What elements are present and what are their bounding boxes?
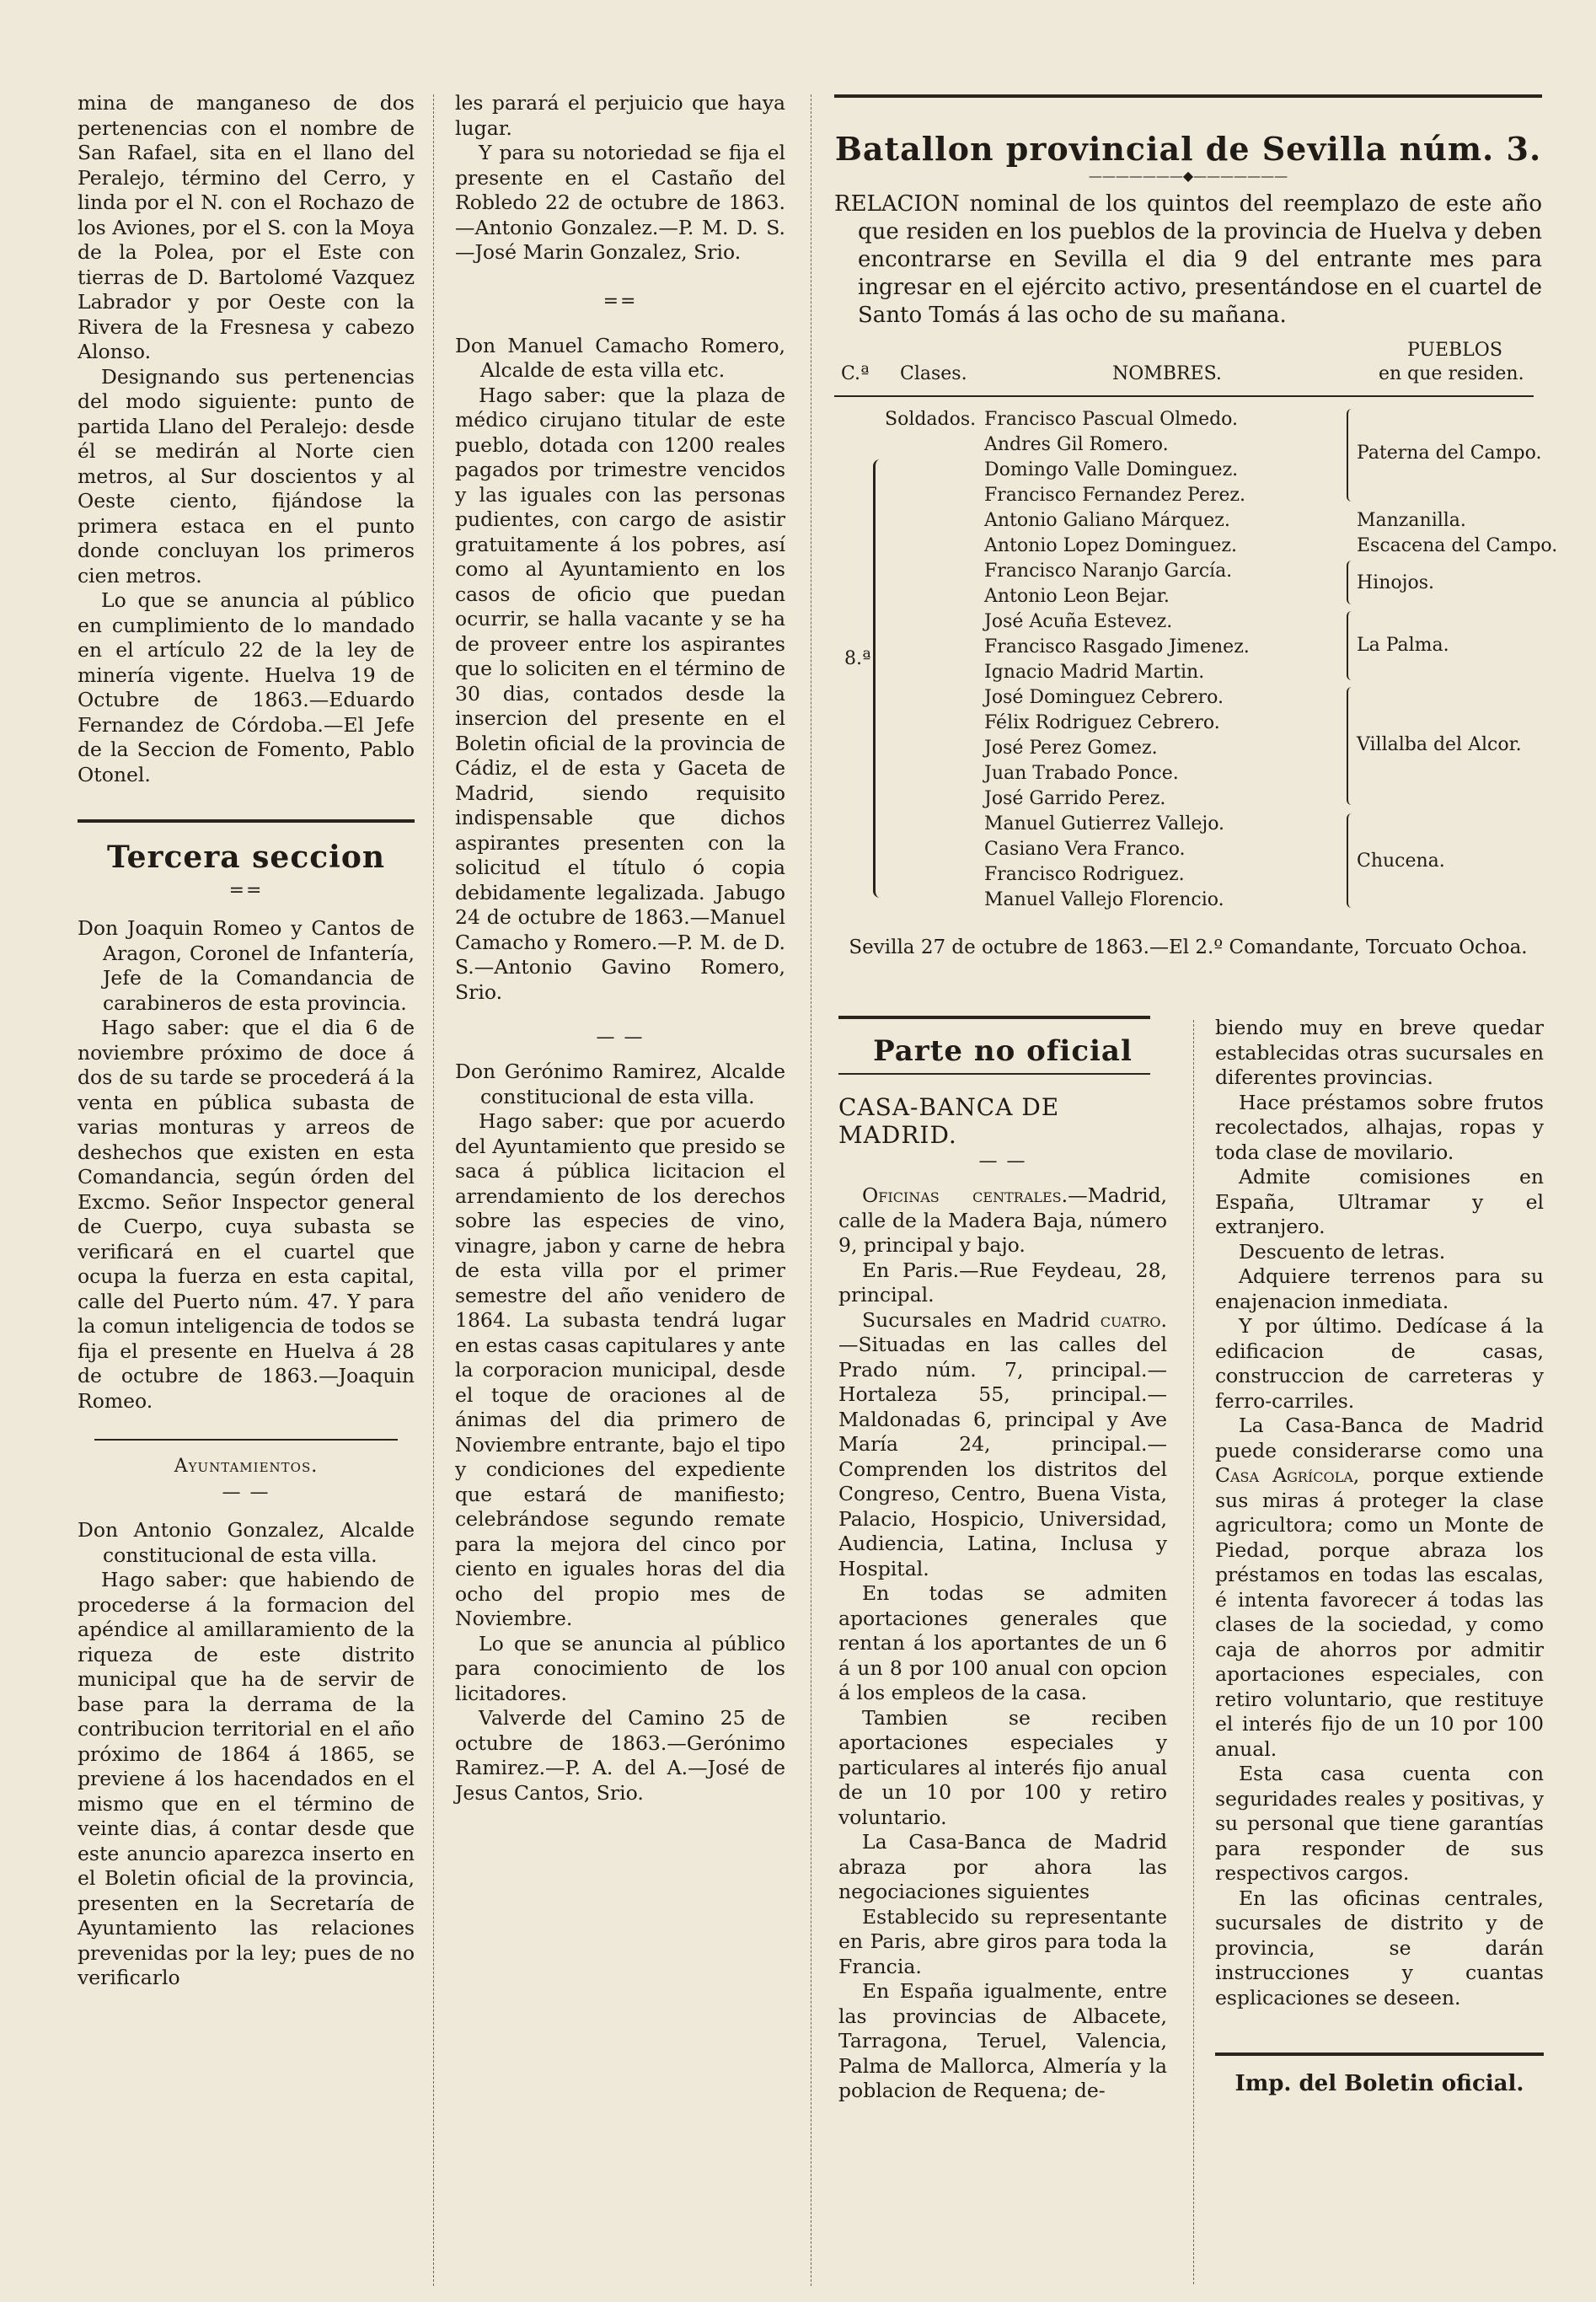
- column-3: [838, 1016, 1167, 2104]
- perjuicio-paragraph: les parará el perjuicio que haya lugar.: [455, 91, 785, 140]
- terrenos-paragraph: Adquiere terrenos para su enajenacion inmediata.: [1215, 1264, 1544, 1313]
- notice-separator: — —: [596, 1027, 645, 1048]
- sucursales-text-b: .—Situadas en las calles del Prado núm. 7, principal.—Hortaleza 55, principal.—Maldonadas 6, principal y Ave María 24, principal.—Comprenden los distritos del Congreso, Centro, Buena Vista, Palacio, Hospicio, Universidad, Audiencia, Latina, Inclusa y Hospital.: [838, 1307, 1167, 1580]
- notoriedad-paragraph: Y para su notoriedad se fija el presente en el Castaño del Robledo 22 de octubre de 1863.—Antonio Gonzalez.—P. M. D. S.—José Marin Gonzalez, Srio.: [455, 141, 785, 264]
- list-item: Manuel Gutierrez Vallejo.: [984, 813, 1225, 834]
- company-number: 8.ª: [844, 648, 871, 669]
- pueblo-brace: [1347, 687, 1355, 805]
- seguridades-paragraph: Esta casa cuenta con seguridades reales y positivas, y su personal que tiene garantías para responder de sus respectivos cargos.: [1215, 1762, 1544, 1885]
- camacho-heading: Don Manuel Camacho Romero, Alcalde de esta villa etc.: [455, 333, 785, 382]
- batallon-signature: Sevilla 27 de octubre de 1863.—El 2.º Comandante, Torcuato Ochoa.: [849, 936, 1528, 958]
- list-item: Manuel Vallejo Florencio.: [984, 889, 1224, 910]
- casa-agricola-text-b: , porque extiende sus miras á proteger la clase agricultora; como un Monte de Piedad, porque abraza los préstamos en todas las escalas, é intenta favorecer á todas las clases de la sociedad, y como caja de ahorros por admitir aportaciones especiales, con retiro voluntario, que restituye el interés fijo de un 10 por 100 anual.: [1215, 1463, 1544, 1761]
- pueblo-escacena: Escacena del Campo.: [1357, 535, 1558, 556]
- header-clases: Clases.: [900, 363, 967, 384]
- batallon-section: [834, 91, 1558, 958]
- ayuntamientos-divider: [94, 1439, 398, 1441]
- imprint-rule: [1215, 2052, 1544, 2056]
- representante-paragraph: Establecido su representante en Paris, abre giros para toda la Francia.: [838, 1904, 1167, 1978]
- list-item: Francisco Naranjo García.: [984, 561, 1233, 582]
- list-item: Antonio Lopez Dominguez.: [984, 535, 1237, 556]
- sucursales-paragraph: [838, 1308, 1167, 1582]
- list-item: José Garrido Perez.: [984, 788, 1166, 809]
- batallon-title: Batallon provincial de Sevilla núm. 3.: [834, 130, 1542, 168]
- list-item: Francisco Rasgado Jimenez.: [984, 636, 1250, 657]
- header-pueblos: PUEBLOS: [1407, 340, 1502, 361]
- sucursales-cont: biendo muy en breve quedar establecidas otras sucursales en diferentes provincias.: [1215, 1016, 1544, 1089]
- oficinas-centrales-paragraph: [838, 1183, 1167, 1258]
- list-item: Casiano Vera Franco.: [984, 839, 1186, 860]
- especiales-paragraph: Tambien se reciben aportaciones especiales y particulares al interés fijo anual de un 10 por 100 y retiro voluntario.: [838, 1705, 1167, 1829]
- header-nombres: NOMBRES.: [1112, 363, 1222, 384]
- top-rule: [834, 94, 1542, 98]
- list-item: Antonio Galiano Márquez.: [984, 510, 1230, 531]
- ramirez-anuncio: Lo que se anuncia al público para conocimiento de los licitadores.: [455, 1631, 785, 1705]
- gonzalez-body: Hago saber: que habiendo de procederse á la formacion del apéndice al amillaramiento de la riqueza de este distrito municipal que ha de servir de base para la derrama de la contribucion territorial en el año próximo de 1864 á 1865, se previene á los hacendados en el mismo que en el término de veinte dias, á contar desde que este anuncio aparezca inserto en el Boletin oficial de la provincia, presenten en la Secretaría de Ayuntamiento las relaciones prevenidas por la ley; pues de no verificarlo: [78, 1568, 415, 1989]
- pueblo-hinojos: Hinojos.: [1357, 572, 1434, 593]
- descuento-paragraph: Descuento de letras.: [1239, 1239, 1446, 1264]
- column-rule-3: [1193, 1020, 1194, 2284]
- roster-header: [834, 340, 1542, 390]
- designando-paragraph: Designando sus pertenencias del modo siguiente: punto de partida Llano del Peralejo: desde él se medirán al Norte cien metros, al Sur doscientos y al Oeste ciento, fijándose la primera estaca en el punto donde concluyan los primeros cien metros.: [78, 364, 415, 588]
- tercera-heading: Don Joaquin Romeo y Cantos de Aragon, Coronel de Infantería, Jefe de la Comandancia de carabineros de esta provincia.: [78, 916, 415, 1015]
- parte-no-oficial-title: Parte no oficial: [873, 1034, 1133, 1068]
- column-rule-1: [433, 94, 434, 2286]
- list-item: Domingo Valle Dominguez.: [984, 459, 1239, 480]
- list-item: Francisco Rodriguez.: [984, 864, 1185, 885]
- column-2: [455, 91, 785, 1806]
- pueblo-la-palma: La Palma.: [1357, 635, 1449, 656]
- pueblo-brace: [1347, 561, 1355, 604]
- instrucciones-paragraph: En las oficinas centrales, sucursales de distrito y de provincia, se darán instrucciones y cuantas esplicaciones se deseen.: [1215, 1886, 1544, 2010]
- parte-bottom-rule: [838, 1073, 1150, 1075]
- list-item: Ignacio Madrid Martin.: [984, 662, 1205, 683]
- list-item: Juan Trabado Ponce.: [984, 763, 1179, 784]
- anuncio-paragraph: Lo que se anuncia al público en cumplimiento de lo mandado en el artículo 22 de la ley de minería vigente. Huelva 19 de Octubre de 1863.—Eduardo Fernandez de Córdoba.—El Jefe de la Seccion de Fomento, Pablo Otonel.: [78, 588, 415, 786]
- camacho-body: Hago saber: que la plaza de médico cirujano titular de este pueblo, dotada con 1200 reales pagados por trimestre vencidos y las iguales con las personas pudientes, con cargo de asistir gratuitamente á los pobres, así como al Ayuntamiento en los casos de oficio que puedan ocurrir, se halla vacante y se ha de proveer entre los aspirantes que lo soliciten en el término de 30 dias, contados desde la insercion del presente en el Boletin oficial de la provincia de Cádiz, el de esta y Gaceta de Madrid, siendo requisito indispensable que dichos aspirantes presenten con la solicitud el título ó copia debidamente legalizada. Jabugo 24 de octubre de 1863.—Manuel Camacho y Romero.—P. M. de D. S.—Antonio Gavino Romero, Srio.: [455, 383, 785, 1004]
- negociaciones-paragraph: La Casa-Banca de Madrid abraza por ahora las negociaciones siguientes: [838, 1830, 1167, 1903]
- list-item: José Perez Gomez.: [984, 738, 1158, 759]
- oficinas-label: Oficinas centrales.: [862, 1183, 1068, 1207]
- header-residen: en que residen.: [1379, 363, 1524, 384]
- list-item: Andres Gil Romero.: [984, 434, 1169, 455]
- comisiones-paragraph: Admite comisiones en España, Ultramar y el extranjero.: [1215, 1165, 1544, 1238]
- title-ornament: — —: [222, 1482, 270, 1503]
- list-item: José Acuña Estevez.: [984, 611, 1173, 632]
- pueblo-brace: [1347, 813, 1355, 908]
- list-item: Francisco Fernandez Perez.: [984, 485, 1245, 506]
- title-ornament: ==: [228, 880, 264, 901]
- casa-banca-title: CASA-BANCA DE MADRID.: [838, 1093, 1060, 1149]
- ramirez-body: Hago saber: que por acuerdo del Ayuntamiento que presido se saca á pública licitacion el arrendamiento de los derechos sobre las especies de vino, vinagre, jabon y carne de hebra de esta villa por el primer semestre del año venidero de 1864. La subasta tendrá lugar en estas casas capitulares y ante la corporacion municipal, desde el toque de oraciones al de ánimas del dia primero de Noviembre entrante, bajo el tipo y condiciones del expediente que estará de manifiesto; celebrándose segundo remate para la mejora del cinco por ciento en iguales horas del dia ocho del propio mes de Noviembre.: [455, 1109, 785, 1630]
- casa-agricola-text-a: La Casa-Banca de Madrid puede considerarse como una: [1215, 1414, 1544, 1462]
- aportaciones-paragraph: En todas se admiten aportaciones generales que rentan á los aportantes de un 6 á un 8 por 100 anual con opcion á los empleos de la casa.: [838, 1581, 1167, 1704]
- tercera-seccion-title: Tercera seccion: [106, 840, 386, 875]
- section-divider: [78, 819, 415, 823]
- espana-paragraph: En España igualmente, entre las provincias de Albacete, Tarragona, Teruel, Valencia, Palma de Mallorca, Almería y la poblacion de Requena; de-: [838, 1979, 1167, 2102]
- parte-top-rule: [838, 1016, 1150, 1019]
- list-item: Francisco Pascual Olmedo.: [984, 409, 1239, 430]
- pueblo-paterna: Paterna del Campo.: [1357, 443, 1542, 464]
- tercera-body: Hago saber: que el dia 6 de noviembre próximo de doce á dos de su tarde se procederá á la venta en pública subasta de varias monturas y arreos de deshechos que existen en esta Comandancia, según órden del Excmo. Señor Inspector general de Cuerpo, cuya subasta se verificará en el cuartel que ocupa la fuerza en esta capital, calle del Puerto núm. 47. Y para la comun inteligencia de todos se fija el presente en Huelva á 28 de octubre de 1863.—Joaquin Romeo.: [78, 1016, 415, 1413]
- pueblo-manzanilla: Manzanilla.: [1357, 510, 1466, 531]
- list-item: Félix Rodriguez Cebrero.: [984, 712, 1220, 733]
- pueblo-brace: [1347, 611, 1355, 680]
- imprint: Imp. del Boletin oficial.: [1234, 2071, 1524, 2096]
- casa-agricola-paragraph: [1215, 1414, 1544, 1762]
- paris-paragraph: En Paris.—Rue Feydeau, 28, principal.: [838, 1258, 1167, 1307]
- list-item: José Dominguez Cebrero.: [984, 687, 1224, 708]
- pueblo-chucena: Chucena.: [1357, 851, 1445, 872]
- roster-table: [834, 409, 1558, 931]
- notice-separator: ==: [603, 290, 638, 312]
- title-ornament: ———————◆———————: [1088, 168, 1288, 184]
- edificacion-paragraph: Y por último. Dedícase á la edificacion de casas, construccion de carreteras y ferro-carriles.: [1215, 1314, 1544, 1413]
- sucursales-number: cuatro: [1100, 1307, 1161, 1332]
- pueblo-brace: [1347, 409, 1355, 502]
- column-4: [1215, 1016, 1544, 2096]
- pueblo-villalba: Villalba del Alcor.: [1357, 734, 1522, 755]
- mina-paragraph: mina de manganeso de dos pertenencias con el nombre de San Rafael, sita en el llano del Peralejo, término del Cerro, y linda por el N. con el Rochazo de los Aviones, por el S. con la Moya de la Polea, por el Este con tierras de D. Bartolomé Vazquez Labrador y por Oeste con la Rivera de la Fresnesa y cabezo Alonso.: [78, 91, 415, 363]
- batallon-intro: RELACION nominal de los quintos del reemplazo de este año que residen en los pueblos de la provincia de Huelva y deben encontrarse en Sevilla el dia 9 del entrante mes para ingresar en el ejército activo, presentándose en el cuartel de Santo Tomás á las ocho de su mañana.: [834, 191, 1542, 328]
- list-item: Antonio Leon Bejar.: [984, 586, 1170, 607]
- sucursales-text-a: Sucursales en Madrid: [862, 1307, 1101, 1332]
- clase-soldados: Soldados.: [885, 409, 977, 430]
- header-rule: [834, 395, 1534, 397]
- ramirez-heading: Don Gerónimo Ramirez, Alcalde constitucional de esta villa.: [455, 1060, 785, 1108]
- casa-agricola-label: Casa Agrícola: [1215, 1463, 1353, 1487]
- company-brace: [873, 459, 884, 898]
- gonzalez-heading: Don Antonio Gonzalez, Alcalde constitucional de esta villa.: [78, 1518, 415, 1567]
- header-company: C.ª: [841, 363, 870, 384]
- title-ornament: — —: [978, 1151, 1027, 1172]
- ayuntamientos-title: Ayuntamientos.: [174, 1456, 319, 1477]
- oficinas-text: —Madrid, calle de la Madera Baja, número 9, principal y bajo.: [838, 1183, 1167, 1257]
- prestamos-paragraph: Hace préstamos sobre frutos recolectados, alhajas, ropas y toda clase de movilario.: [1215, 1090, 1544, 1164]
- column-1: [78, 91, 415, 1991]
- ramirez-signature: Valverde del Camino 25 de octubre de 1863.—Gerónimo Ramirez.—P. A. del A.—José de Jesus Cantos, Srio.: [455, 1706, 785, 1805]
